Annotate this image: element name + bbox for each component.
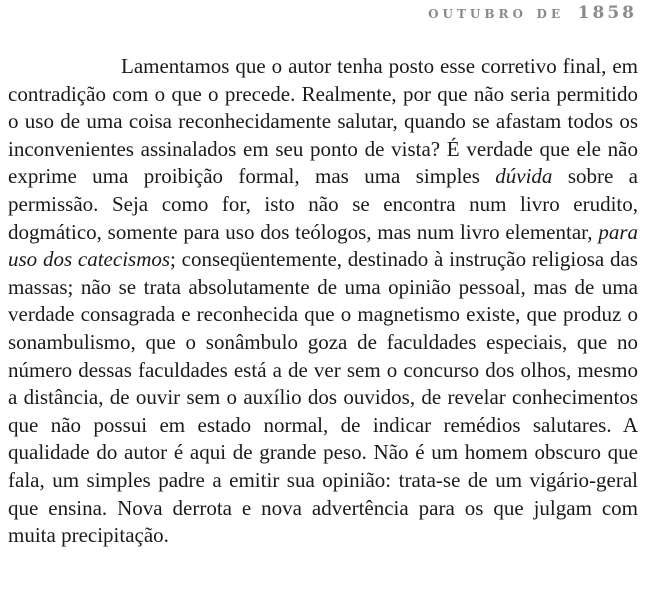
paragraph-text-part-2: sobre a permissão. Seja como for, isto não se encontra num livro erudito, dogmático, somente para uso dos teólogos, mas num livro elementar, [8,164,638,244]
paragraph-text-part-3: ; conseqüentemente, destinado à instrução religiosa das massas; não se trata absolutamente de uma opinião pessoal, mas de uma verdade consagrada e reconhecida que o magnetismo existe, que produz o sonambulismo, que o sonâmbulo goza de faculdades especiais, que no número dessas faculdades está a de ver sem o concurso dos olhos, mesmo a distância, de ouvir sem o auxílio dos ouvidos, de revelar conhecimentos que não possui em estado normal, de indicar remédios salutares. A qualidade do autor é aqui de grande peso. Não é um homem obscuro que fala, um simples padre a emitir sua opinião: trata-se de um vigário-geral que ensina. Nova derrota e nova advertência para os que julgam com muita precipitação. [8,247,638,548]
paragraph-italic-catecismos: para uso dos catecismos [8,219,638,272]
header-year: 1858 [577,3,637,23]
running-header [428,3,637,23]
header-month: OUTUBRO [428,7,527,21]
paragraph-text-part-1: Lamentamos que o autor tenha posto esse corretivo final, em contradição com o que o precede. Realmente, por que não seria permitido o uso de uma coisa reconhecidamente salutar, quando se afastam todos os inconvenientes assinalados em seu ponto de vista? É verdade que ele não exprime uma proibição formal, mas uma simples [8,54,638,189]
paragraph-italic-duvida: dúvida [495,164,553,189]
header-preposition: DE [536,7,565,21]
body-paragraph [8,53,638,550]
